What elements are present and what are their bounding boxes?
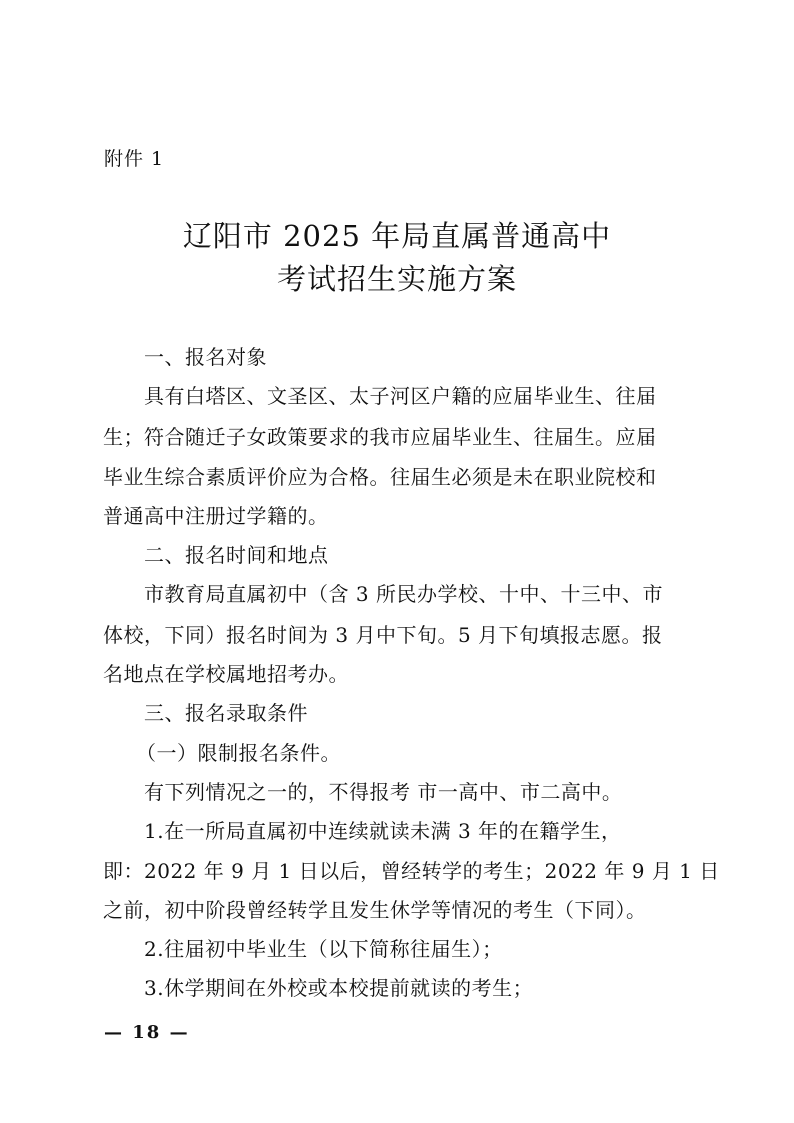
paragraph-line: 生；符合随迁子女政策要求的我市应届毕业生、往届生。应届: [103, 425, 657, 449]
paragraph-line: 毕业生综合素质评价应为合格。往届生必须是未在职业院校和: [103, 465, 657, 489]
paragraph-line: 普通高中注册过学籍的。: [103, 504, 329, 528]
paragraph-line: 具有白塔区、文圣区、太子河区户籍的应届毕业生、往届: [144, 384, 657, 408]
paragraph-line: 市教育局直属初中（含 3 所民办学校、十中、十三中、市: [144, 582, 663, 606]
document-title-line-2: 考试招生实施方案: [276, 262, 517, 296]
section-heading-registration-target: 一、报名对象: [144, 345, 267, 369]
paragraph-line: 有下列情况之一的，不得报考 市一高中、市二高中。: [144, 780, 623, 804]
list-item: 3.休学期间在外校或本校提前就读的考生；: [144, 976, 534, 1000]
paragraph-line: 名地点在学校属地招考办。: [103, 662, 349, 686]
paragraph-line: 之前，初中阶段曾经转学且发生休学等情况的考生（下同）。: [103, 898, 647, 922]
page-number: — 18 —: [104, 1022, 190, 1043]
paragraph-line: 即：2022 年 9 月 1 日以后，曾经转学的考生；2022 年 9 月 1 日: [103, 859, 720, 883]
paragraph-line: 体校，下同）报名时间为 3 月中下旬。5 月下旬填报志愿。报: [103, 623, 663, 647]
list-item: 1.在一所局直属初中连续就读未满 3 年的在籍学生，: [144, 819, 622, 843]
subsection-heading-restrictions: （一）限制报名条件。: [136, 741, 341, 765]
section-heading-admission-conditions: 三、报名录取条件: [144, 701, 308, 725]
list-item: 2.往届初中毕业生（以下简称往届生）；: [144, 937, 503, 961]
attachment-label: 附件 1: [104, 148, 165, 170]
document-title-line-1: 辽阳市 2025 年局直属普通高中: [182, 219, 612, 253]
section-heading-registration-time-place: 二、报名时间和地点: [144, 543, 329, 567]
